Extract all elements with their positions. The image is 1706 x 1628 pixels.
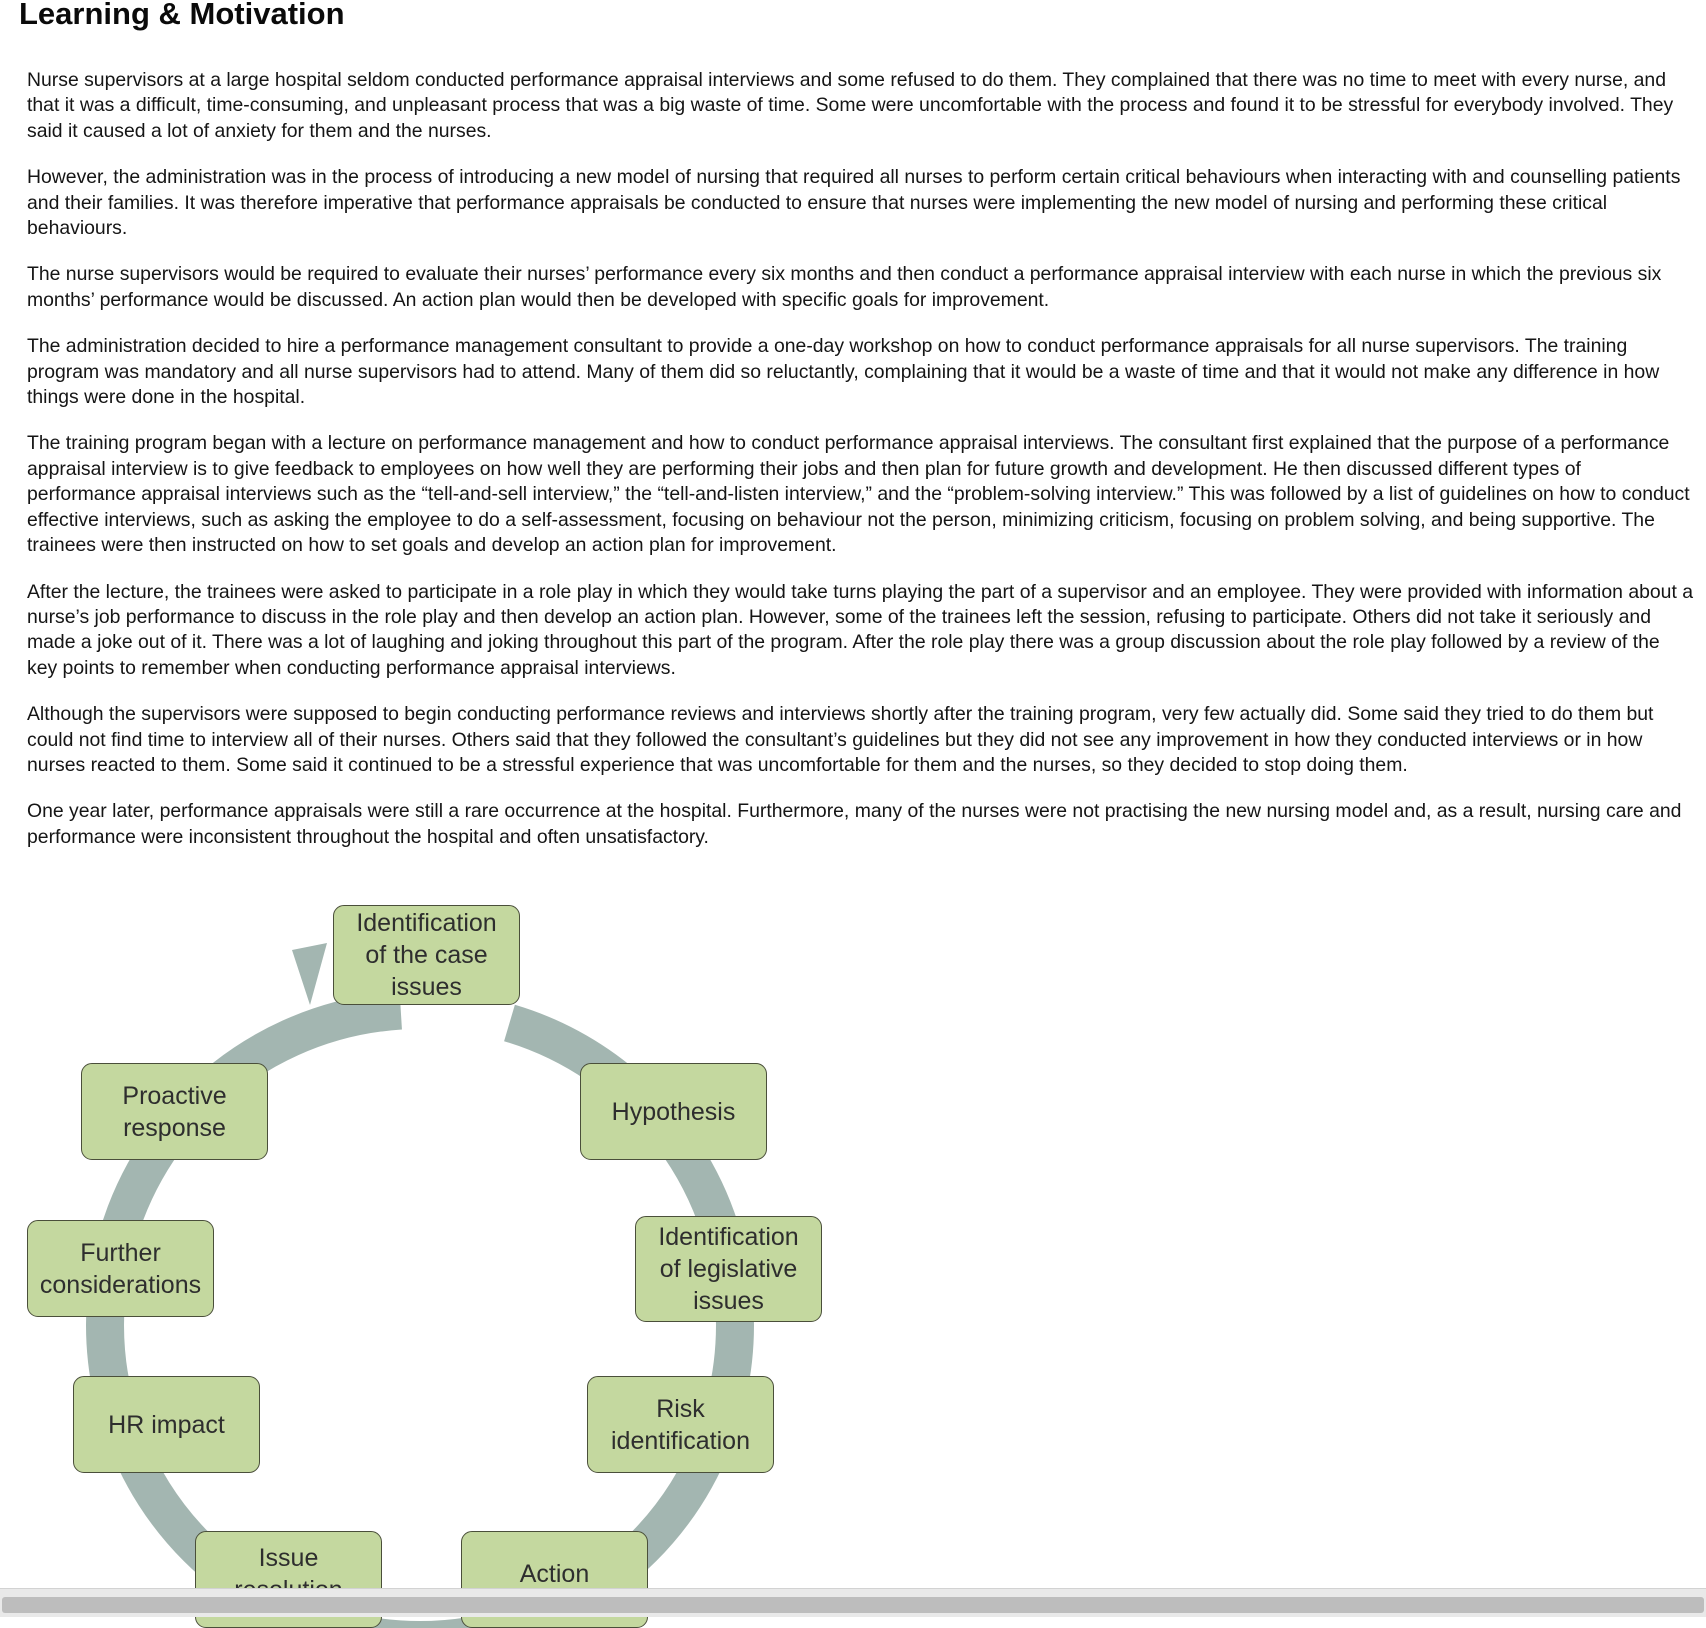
paragraph: After the lecture, the trainees were asked to participate in a role play in which they would take turns playing the part of a supervisor and an employee. They were provided with information about a nurse’s job performance to discuss in the role play and then develop an action plan. However, some of the trainees left the session, refusing to participate. Others did not take it seriously and made a joke out of it. There was a lot of laughing and joking throughout this part of the program. After the role play there was a group discussion about the role play followed by a review of the key points to remember when conducting performance appraisal interviews. [27,580,1694,679]
node-identification-case-issues: Identification of the case issues [333,905,520,1005]
paragraph: Nurse supervisors at a large hospital seldom conducted performance appraisal interviews and some refused to do them. They complained that there was no time to meet with every nurse, and that it was a difficult, time-consuming, and unpleasant process that was a big waste of time. Some were uncomfortable with the process and found it to be stressful for everybody involved. They said it caused a lot of anxiety for them and the nurses. [27,69,1674,142]
paragraph: The administration decided to hire a performance management consultant to provide a one-day workshop on how to conduct performance appraisals for all nurse supervisors. The training program was mandatory and all nurse supervisors had to attend. Many of them did so reluctantly, complaining that it would be a waste of time and that it would not make any difference in how things were done in the hospital. [27,335,1660,409]
node-hypothesis: Hypothesis [580,1063,767,1160]
paragraph: The training program began with a lecture on performance management and how to conduct performance appraisal interviews. The consultant first explained that the purpose of a performance appraisal interview is to give feedback to employees on how well they are performing their jobs and then plan for future growth and development. He then discussed different types of performance appraisal interviews such as the “tell-and-sell interview,” the “tell-and-listen interview,” and the “problem-solving interview.” This was followed by a list of guidelines on how to conduct effective interviews, such as asking the employee to do a self-assessment, focusing on behaviour not the person, minimizing criticism, focusing on problem solving, and being supportive. The trainees were then instructed on how to set goals and develop an action plan for improvement. [27,432,1690,557]
scrollbar-thumb[interactable] [2,1597,1704,1613]
node-action: Action [461,1531,648,1628]
paragraph: Although the supervisors were supposed to begin conducting performance reviews and interviews shortly after the training program, very few actually did. Some said they tried to do them but could not find time to interview all of their nurses. Others said that they followed the consultant’s guidelines but they did not see any improvement in how they conducted interviews or in how nurses reacted to them. Some said it continued to be a stressful experience that was uncomfortable for them and the nurses, so they decided to stop doing them. [27,703,1654,776]
document-body [27,68,1693,871]
ring-arrowhead [292,943,327,1005]
node-hr-impact: HR impact [73,1376,260,1473]
node-further-considerations: Further considerations [27,1220,214,1317]
paragraph: One year later, performance appraisals were still a rare occurrence at the hospital. Furthermore, many of the nurses were not practising the new nursing model and, as a result, nursing care and performance were inconsistent throughout the hospital and often unsatisfactory. [27,800,1682,848]
node-proactive-response: Proactive response [81,1063,268,1160]
cycle-diagram [0,895,840,1588]
node-identification-legislative-issues: Identification of legislative issues [635,1216,822,1322]
node-risk-identification: Risk identification [587,1376,774,1473]
horizontal-scrollbar[interactable] [0,1588,1706,1617]
node-issue-resolution: Issue [195,1531,382,1628]
page-title: Learning & Motivation [19,0,345,31]
paragraph: The nurse supervisors would be required to evaluate their nurses’ performance every six months and then conduct a performance appraisal interview with each nurse in which the previous six months’ performance would be discussed. An action plan would then be developed with specific goals for improvement. [27,263,1662,311]
paragraph: However, the administration was in the process of introducing a new model of nursing that required all nurses to perform certain critical behaviours when interacting with and counselling patients and their families. It was therefore imperative that performance appraisals be conducted to ensure that nurses were implementing the new model of nursing and performing these critical behaviours. [27,166,1681,240]
